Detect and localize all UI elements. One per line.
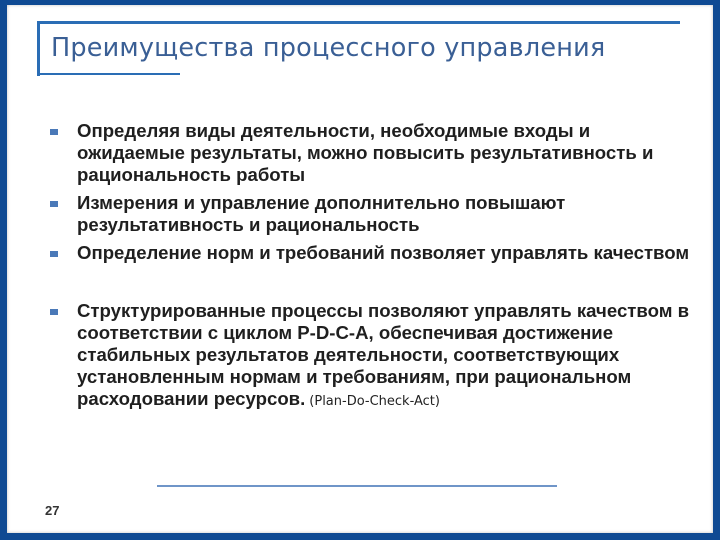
footer-divider	[157, 485, 557, 487]
bullet-item	[43, 120, 693, 186]
bullet-square-icon	[50, 251, 58, 257]
pdca-note: (Plan-Do-Check-Act)	[309, 394, 440, 409]
bullet-square-icon	[50, 129, 58, 135]
slide-title: Преимущества процессного управления	[51, 33, 606, 63]
bullet-text: Структурированные процессы позволяют управлять качеством в соответствии с циклом P-D-C-A, обеспечивая достижение стабильных результатов деятельности, соответствующих установленным нормам и требованиям, при рациональном расходовании ресурсов.	[77, 300, 690, 409]
bullet-text: Определение норм и требований позволяет управлять качеством	[77, 242, 690, 263]
page-number: 27	[45, 503, 60, 518]
bullet-list	[43, 120, 693, 413]
bullet-text: Определяя виды деятельности, необходимые входы и ожидаемые результаты, можно повысить результативность и рациональность работы	[77, 120, 654, 185]
bullet-square-icon	[50, 201, 58, 207]
slide	[7, 5, 713, 533]
bullet-item	[43, 300, 693, 413]
bullet-item	[43, 192, 693, 236]
bullet-square-icon	[50, 309, 58, 315]
bullet-text-container	[77, 300, 693, 413]
bullet-text: Измерения и управление дополнительно повышают результативность и рациональность	[77, 192, 566, 235]
bullet-item	[43, 242, 693, 264]
